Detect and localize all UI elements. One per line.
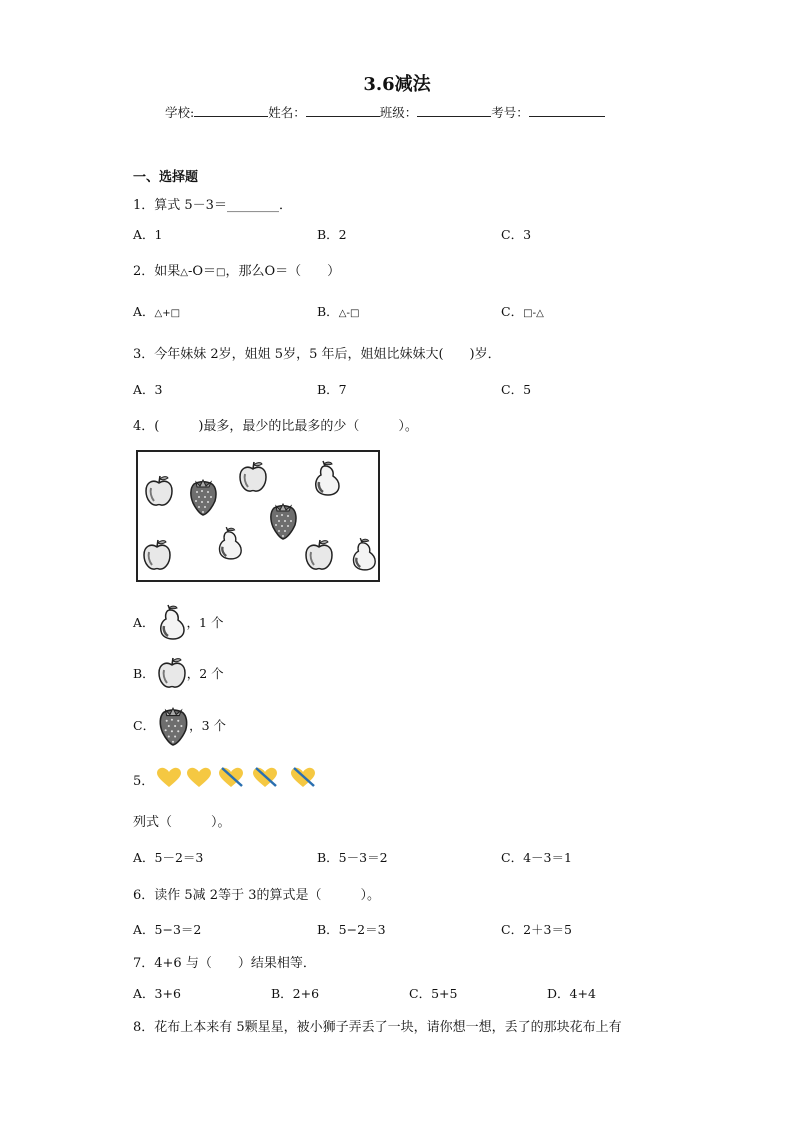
- q2-option-c-expr: □-△: [523, 308, 544, 319]
- apple-icon: [304, 538, 334, 572]
- heart-icon: [157, 768, 181, 787]
- fruit-picture-box: [136, 450, 380, 582]
- square-icon: □: [216, 267, 226, 278]
- school-blank[interactable]: [194, 104, 268, 117]
- student-info: [165, 103, 605, 121]
- q3-option-c[interactable]: C．5: [501, 382, 532, 397]
- q2-option-b-expr: △-□: [338, 308, 360, 319]
- pear-icon: [216, 526, 244, 560]
- class-label: 班级：: [379, 105, 418, 120]
- apple-icon: [142, 538, 172, 572]
- q6-option-a[interactable]: A．5−3＝2: [133, 922, 202, 937]
- q5-option-b[interactable]: B．5－3＝2: [317, 850, 388, 865]
- q3-option-b[interactable]: B．7: [317, 382, 347, 397]
- triangle-icon: △: [180, 267, 188, 278]
- q2-text-mid: -O＝: [187, 264, 217, 279]
- q6-option-c[interactable]: C．2＋3＝5: [501, 922, 572, 937]
- hearts-row: [156, 766, 336, 790]
- page-title: 3.6减法: [363, 74, 431, 95]
- question-3: 3．今年妹妹 2岁，姐姐 5岁，5 年后，姐姐比妹妹大( )岁．: [133, 347, 501, 362]
- class-blank[interactable]: [417, 104, 491, 117]
- q7-option-a[interactable]: A．3+6: [133, 986, 181, 1001]
- name-label: 姓名：: [268, 105, 306, 120]
- q6-option-b[interactable]: B．5−2＝3: [317, 922, 386, 937]
- q7-option-b[interactable]: B．2+6: [271, 986, 320, 1001]
- hearts-figure: [156, 766, 336, 794]
- q7-option-c[interactable]: C．5+5: [409, 986, 458, 1001]
- question-4: 4．( )最多，最少的比最多的少（ ）。: [133, 419, 418, 434]
- section-heading: 一、选择题: [133, 170, 199, 185]
- q4-option-a[interactable]: A． ，1 个: [133, 604, 223, 640]
- school-label: 学校:: [165, 105, 195, 120]
- q5-formula-prompt: 列式（ ）。: [133, 815, 231, 830]
- apple-icon: [157, 656, 187, 690]
- pear-icon: [350, 536, 378, 572]
- question-7: 7．4+6 与（ ）结果相等．: [133, 956, 316, 971]
- q4-option-b[interactable]: B． ，2 个: [133, 656, 224, 690]
- number-blank[interactable]: [529, 104, 605, 117]
- question-1: 1．算式 5－3＝________．: [133, 198, 292, 213]
- question-2: [133, 260, 340, 279]
- q1-option-c[interactable]: C．3: [501, 227, 532, 242]
- q2-option-b[interactable]: B．△-□: [317, 304, 360, 319]
- name-blank[interactable]: [306, 104, 380, 117]
- q2-option-a[interactable]: A．△+□: [133, 304, 181, 319]
- question-6: 6．读作 5减 2等于 3的算式是（ ）。: [133, 888, 380, 903]
- strawberry-icon: [188, 476, 218, 516]
- q5-option-c[interactable]: C．4－3＝1: [501, 850, 572, 865]
- apple-icon: [144, 474, 174, 508]
- q2-option-a-expr: △+□: [154, 308, 181, 319]
- pear-icon: [157, 604, 187, 640]
- number-label: 考号：: [491, 105, 529, 120]
- pear-icon: [312, 460, 342, 496]
- question-5-number: 5．: [133, 774, 155, 789]
- q5-option-a[interactable]: A．5－2＝3: [133, 850, 204, 865]
- strawberry-icon: [157, 704, 189, 746]
- q2-option-c[interactable]: C．□-△: [501, 304, 544, 319]
- q4-option-c[interactable]: C． ，3 个: [133, 704, 226, 746]
- q2-text-end: ，那么O＝（ ）: [225, 264, 341, 279]
- q1-option-a[interactable]: A．1: [133, 227, 163, 242]
- q3-option-a[interactable]: A．3: [133, 382, 163, 397]
- apple-icon: [238, 460, 268, 494]
- question-8: 8．花布上本来有 5颗星星，被小狮子弄丢了一块，请你想一想，丢了的那块花布上有: [133, 1020, 622, 1035]
- strawberry-icon: [268, 500, 298, 540]
- heart-icon: [187, 768, 211, 787]
- q7-option-d[interactable]: D．4+4: [547, 986, 596, 1001]
- q1-option-b[interactable]: B．2: [317, 227, 347, 242]
- q2-text-pre: 2．如果: [133, 264, 181, 279]
